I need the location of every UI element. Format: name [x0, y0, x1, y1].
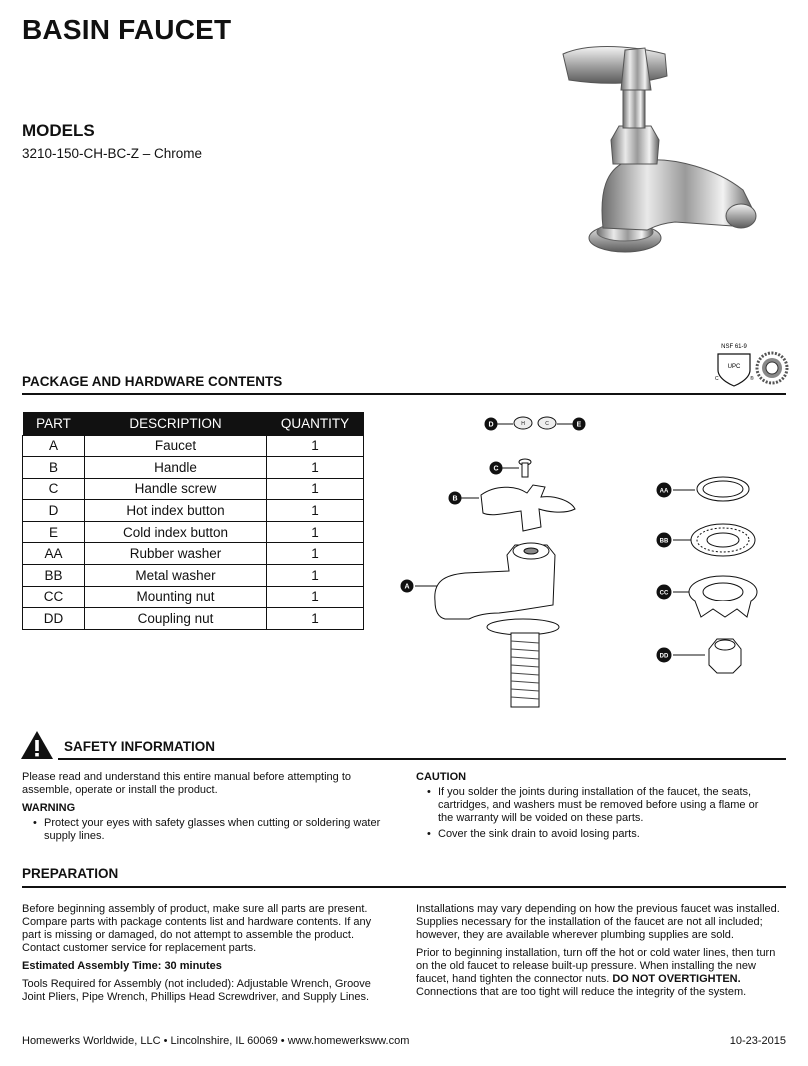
description-cell: Mounting nut: [85, 586, 267, 608]
footer-company: Homewerks Worldwide, LLC • Lincolnshire, IL 60069 • www.homewerksww.com: [22, 1035, 410, 1047]
callout-aa: AA: [659, 488, 669, 495]
pressure-note: [416, 947, 786, 999]
model-number: 3210-150-CH-BC-Z – Chrome: [22, 146, 203, 161]
quantity-cell: 1: [267, 543, 364, 565]
callout-d: D: [488, 421, 494, 429]
caution-item: • If you solder the joints during installation of the faucet, the seats, cartridges, and washers must be removed before using a flame or the warranty will be voided on these parts.: [438, 786, 776, 825]
table-row: [23, 435, 364, 457]
description-cell: Metal washer: [85, 565, 267, 587]
preparation-intro: Before beginning assembly of product, make sure all parts are present. Compare parts with package contents list and hardware contents. If any part is missing or damaged, do not attempt to assemble the product. Contact customer service for replacement parts.: [22, 903, 372, 954]
table-header-row: [23, 412, 364, 435]
preparation-right-column: [416, 903, 786, 1004]
table-row: [23, 565, 364, 587]
hot-button-letter: H: [521, 421, 525, 427]
part-cell: E: [23, 521, 85, 543]
preparation-left-column: [22, 903, 392, 1009]
parts-diagram: [395, 405, 790, 715]
caution-label: CAUTION: [416, 771, 467, 783]
registered-mark: ®: [750, 376, 754, 382]
description-cell: Faucet: [85, 435, 267, 457]
column-header: QUANTITY: [267, 412, 364, 435]
section-divider: [22, 886, 786, 888]
table-row: [23, 543, 364, 565]
callout-bb: BB: [659, 538, 669, 545]
safety-intro: Please read and understand this entire manual before attempting to assemble, operate or install the product.: [22, 771, 351, 796]
description-cell: Coupling nut: [85, 608, 267, 630]
description-cell: Handle screw: [85, 478, 267, 500]
table-row: [23, 521, 364, 543]
quantity-cell: 1: [267, 521, 364, 543]
description-cell: Handle: [85, 457, 267, 479]
safety-heading: SAFETY INFORMATION: [64, 739, 215, 754]
faucet-photo: [555, 40, 775, 270]
safety-right-column: [416, 771, 776, 844]
callout-b: B: [452, 495, 458, 503]
part-cell: DD: [23, 608, 85, 630]
section-divider: [58, 758, 786, 760]
quantity-cell: 1: [267, 586, 364, 608]
table-row: [23, 608, 364, 630]
callout-cc: CC: [659, 590, 669, 597]
upc-label: UPC: [727, 364, 741, 370]
pressure-note-text: Prior to beginning installation, turn off the hot or cold water lines, then turn on the old faucet to release built-up pressure. When installing the new faucet, hand tighten the connector nuts.: [416, 947, 776, 985]
page-title: BASIN FAUCET: [22, 14, 232, 45]
certification-logos: [712, 340, 790, 392]
warning-item: • Protect your eyes with safety glasses when cutting or soldering water supply lines.: [44, 817, 392, 843]
part-cell: BB: [23, 565, 85, 587]
footer-date: 10-23-2015: [729, 1035, 786, 1047]
quantity-cell: 1: [267, 565, 364, 587]
warning-icon: [20, 729, 54, 761]
part-cell: C: [23, 478, 85, 500]
caution-item: • Cover the sink drain to avoid losing parts.: [438, 828, 776, 841]
tools-required: Tools Required for Assembly (not included): Adjustable Wrench, Groove Joint Pliers, Pipe Wrench, Phillips Head Screwdriver, and Supply Lines.: [22, 978, 371, 1003]
preparation-heading: PREPARATION: [22, 866, 119, 881]
callout-dd: DD: [659, 653, 669, 660]
cold-button-letter: C: [545, 421, 549, 427]
nsf-label: NSF 61-9: [721, 344, 747, 350]
part-cell: CC: [23, 586, 85, 608]
c-mark: C: [715, 376, 719, 382]
description-cell: Rubber washer: [85, 543, 267, 565]
quantity-cell: 1: [267, 457, 364, 479]
quantity-cell: 1: [267, 435, 364, 457]
table-row: [23, 478, 364, 500]
warning-label: WARNING: [22, 802, 76, 814]
part-cell: AA: [23, 543, 85, 565]
column-header: DESCRIPTION: [85, 412, 267, 435]
pressure-note-end: Connections that are too tight will reduce the integrity of the system.: [416, 986, 747, 998]
quantity-cell: 1: [267, 478, 364, 500]
assembly-time: Estimated Assembly Time: 30 minutes: [22, 960, 222, 972]
table-row: [23, 586, 364, 608]
quantity-cell: 1: [267, 608, 364, 630]
quantity-cell: 1: [267, 500, 364, 522]
part-cell: B: [23, 457, 85, 479]
models-heading: MODELS: [22, 121, 95, 140]
section-divider: [22, 393, 786, 395]
overtighten-warning: DO NOT OVERTIGHTEN.: [612, 973, 741, 985]
part-cell: D: [23, 500, 85, 522]
column-header: PART: [23, 412, 85, 435]
part-cell: A: [23, 435, 85, 457]
parts-table: [22, 412, 364, 630]
table-row: [23, 500, 364, 522]
callout-c: C: [493, 465, 499, 473]
callout-e: E: [576, 421, 582, 429]
installation-note: Installations may vary depending on how the previous faucet was installed. Supplies necessary for the installation of the faucet are not all included; however, they are available wherever plumbing supplies are sold.: [416, 903, 780, 941]
callout-a: A: [404, 583, 410, 591]
description-cell: Hot index button: [85, 500, 267, 522]
package-heading: PACKAGE AND HARDWARE CONTENTS: [22, 374, 283, 389]
description-cell: Cold index button: [85, 521, 267, 543]
safety-left-column: [22, 771, 392, 846]
table-row: [23, 457, 364, 479]
